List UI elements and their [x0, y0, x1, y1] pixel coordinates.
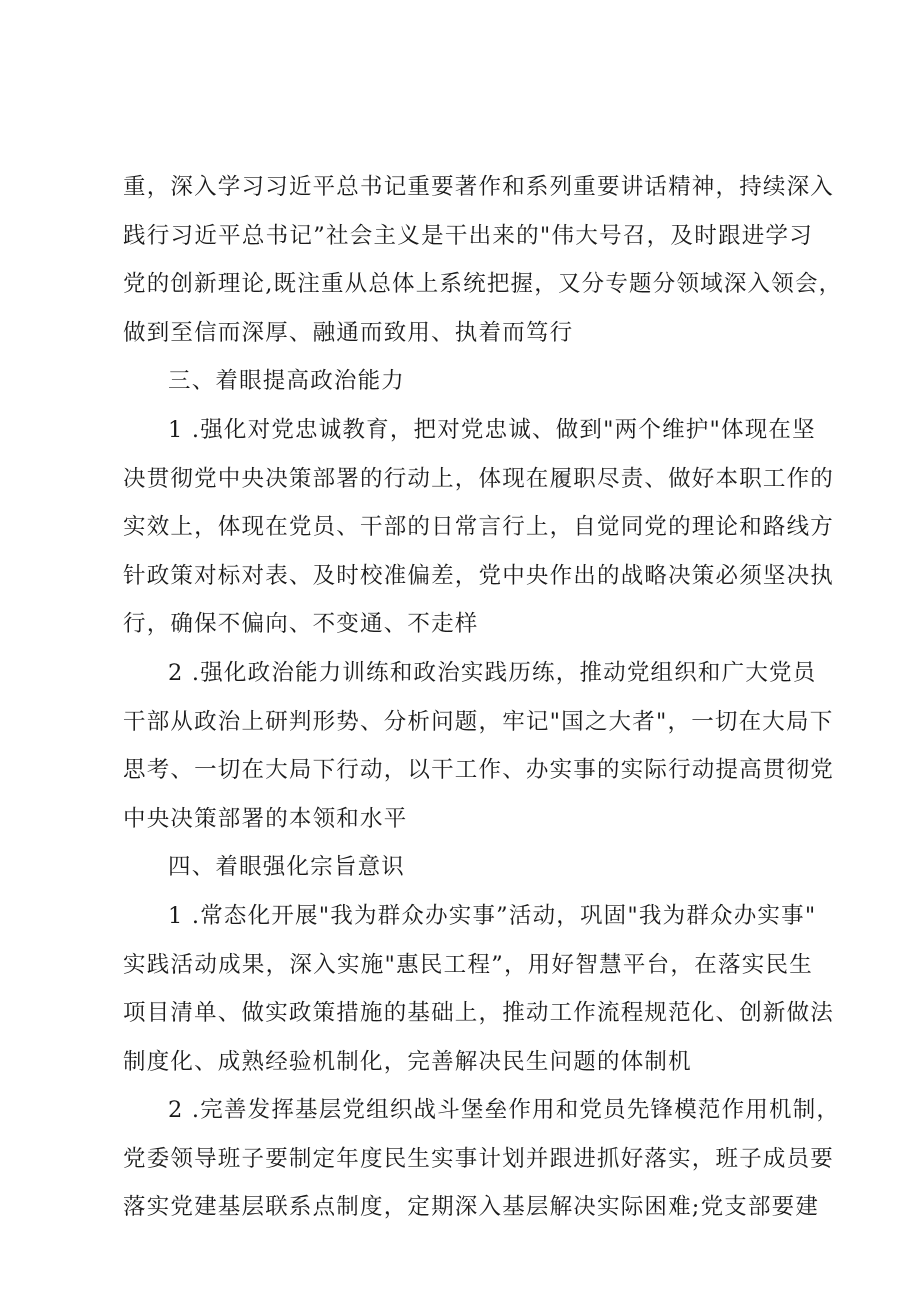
text-line: 实践活动成果，深入实施"惠民工程”，用好智慧平台，在落实民生 [123, 951, 813, 978]
text-line: 践行习近平总书记”社会主义是干出来的"伟大号召，及时跟进学习 [123, 222, 813, 249]
section-three-item-1 [123, 406, 835, 649]
section-three-item-2 [123, 649, 835, 843]
text-line: 落实党建基层联系点制度，定期深入基层解决实际困难;党支部要建 [123, 1194, 820, 1221]
text-line: 2 .强化政治能力训练和政治实践历练，推动党组织和广大党员 [168, 659, 817, 686]
text-line: 党的创新理论,既注重从总体上系统把握，又分专题分领域深入领会， [123, 271, 843, 298]
document-body [123, 163, 843, 1232]
text-line: 实效上，体现在党员、干部的日常言行上，自觉同党的理论和路线方 [123, 514, 835, 541]
text-line: 干部从政治上研判形势、分析问题，牢记"国之大者"，一切在大局下 [123, 708, 834, 735]
section-heading-four: 四、着眼强化宗旨意识 [168, 854, 406, 881]
section-four-item-1 [123, 892, 835, 1086]
text-line: 做到至信而深厚、融通而致用、执着而笃行 [123, 319, 574, 346]
section-heading-three: 三、着眼提高政治能力 [168, 368, 406, 395]
text-line: 行，确保不偏向、不变通、不走样 [123, 611, 479, 638]
text-line: 项目清单、做实政策措施的基础上，推动工作流程规范化、创新做法 [123, 1000, 835, 1027]
text-line: 决贯彻党中央决策部署的行动上，体现在履职尽责、做好本职工作的 [123, 465, 835, 492]
text-line: 中央决策部署的本领和水平 [123, 805, 408, 832]
text-line: 党委领导班子要制定年度民生实事计划并跟进抓好落实，班子成员要 [123, 1145, 835, 1172]
section-four-item-2 [123, 1086, 841, 1232]
intro-paragraph [123, 163, 843, 357]
text-line: 1 .强化对党忠诚教育，把对党忠诚、做到"两个维护"体现在坚 [168, 416, 816, 443]
text-line: 1 .常态化开展"我为群众办实事”活动，巩固"我为群众办实事" [168, 902, 817, 929]
text-line: 2 .完善发挥基层党组织战斗堡垒作用和党员先锋模范作用机制， [168, 1097, 841, 1124]
text-line: 重，深入学习习近平总书记重要著作和系列重要讲话精神，持续深入 [123, 174, 835, 200]
text-line: 针政策对标对表、及时校准偏差，党中央作出的战略决策必须坚决执 [123, 562, 835, 589]
text-line: 制度化、成熟经验机制化，完善解决民生问题的体制机 [123, 1048, 692, 1075]
text-line: 思考、一切在大局下行动，以干工作、办实事的实际行动提高贯彻党 [123, 757, 835, 784]
